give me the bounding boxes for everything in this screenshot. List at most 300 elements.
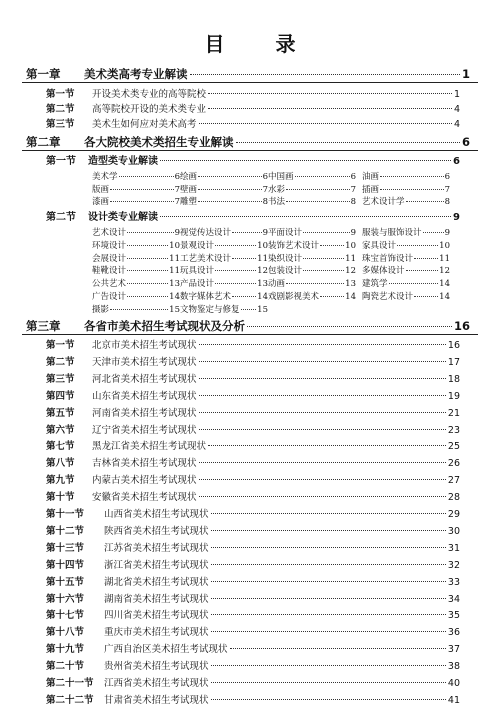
page-number: 16 bbox=[447, 340, 460, 351]
page-number: 4 bbox=[453, 119, 460, 130]
page-number: 6 bbox=[262, 172, 268, 182]
page-number: 23 bbox=[447, 424, 460, 436]
leader-dots bbox=[190, 73, 460, 75]
section-number: 第十六节 bbox=[46, 593, 85, 605]
leader-dots bbox=[236, 141, 460, 143]
leader-dots bbox=[208, 92, 452, 94]
leader-dots bbox=[215, 270, 256, 271]
page-number: 30 bbox=[447, 525, 460, 537]
toc-entry[interactable] bbox=[46, 591, 460, 605]
page-number: 7 bbox=[444, 184, 450, 195]
leader-dots bbox=[211, 580, 446, 582]
leader-dots bbox=[160, 215, 451, 217]
subject-name: 动画 bbox=[268, 279, 286, 290]
section-title: 开设美术类专业的高等院校 bbox=[92, 89, 207, 100]
section-number: 第九节 bbox=[46, 475, 75, 487]
toc-entry[interactable] bbox=[46, 574, 460, 588]
toc-entry[interactable] bbox=[46, 337, 460, 351]
leader-dots bbox=[199, 478, 446, 480]
chapter-1-entry[interactable] bbox=[26, 66, 470, 82]
subject-entry[interactable] bbox=[92, 226, 180, 238]
subject-entry[interactable] bbox=[362, 239, 450, 251]
leader-dots bbox=[199, 394, 446, 396]
leader-dots bbox=[199, 360, 446, 362]
leader-dots bbox=[211, 613, 446, 615]
subject-name: 艺术设计 bbox=[92, 228, 127, 238]
page-number: 18 bbox=[447, 373, 460, 385]
subject-entry[interactable] bbox=[180, 303, 268, 315]
leader-dots bbox=[160, 159, 451, 161]
chapter-number: 第二章 bbox=[26, 135, 61, 149]
section-title: 内蒙古美术招生考试现状 bbox=[92, 475, 197, 487]
page-number: 11 bbox=[169, 266, 180, 277]
chapter-title: 各省市美术招生考试现状及分析 bbox=[84, 319, 245, 333]
leader-dots bbox=[215, 245, 256, 246]
subject-entry[interactable] bbox=[180, 183, 268, 195]
subject-entry[interactable] bbox=[268, 170, 356, 182]
page-number: 10 bbox=[345, 240, 356, 251]
leader-dots bbox=[320, 296, 344, 297]
section-title: 天津市美术招生考试现状 bbox=[92, 356, 197, 368]
page-number: 9 bbox=[262, 228, 268, 238]
section-title: 贵州省美术招生考试现状 bbox=[104, 661, 209, 673]
subject-entry[interactable] bbox=[180, 239, 268, 251]
leader-dots bbox=[199, 411, 446, 413]
page-number: 7 bbox=[174, 197, 180, 207]
subject-name: 染织设计 bbox=[268, 253, 303, 264]
section-number: 第十二节 bbox=[46, 525, 85, 537]
leader-dots bbox=[241, 309, 257, 310]
leader-dots bbox=[303, 232, 350, 233]
subject-name: 美术学 bbox=[92, 172, 118, 182]
leader-dots bbox=[110, 309, 168, 310]
subject-name: 服装与服饰设计 bbox=[362, 228, 422, 238]
section-number: 第二节 bbox=[46, 356, 75, 368]
subject-name: 绘画 bbox=[180, 172, 198, 182]
subject-entry[interactable] bbox=[268, 239, 356, 251]
subject-entry[interactable] bbox=[92, 195, 180, 207]
page-number: 25 bbox=[447, 441, 460, 453]
page-number: 14 bbox=[257, 292, 268, 302]
subject-entry[interactable] bbox=[180, 277, 268, 289]
subject-name: 环境设计 bbox=[92, 240, 127, 251]
toc-entry[interactable] bbox=[46, 506, 460, 520]
page-number: 40 bbox=[447, 678, 460, 689]
page-number: 14 bbox=[439, 292, 450, 302]
section-title: 河南省美术招生考试现状 bbox=[92, 407, 197, 419]
page-number: 11 bbox=[257, 253, 268, 264]
toc-entry[interactable] bbox=[46, 101, 460, 115]
page-number: 13 bbox=[169, 279, 180, 290]
chapter-divider bbox=[22, 82, 478, 83]
section-title: 造型类专业解读 bbox=[88, 156, 158, 167]
page-number: 7 bbox=[350, 184, 356, 195]
leader-dots bbox=[211, 529, 446, 531]
leader-dots bbox=[230, 647, 446, 649]
leader-dots bbox=[198, 176, 262, 177]
toc-entry[interactable] bbox=[46, 675, 460, 689]
toc-group-entry[interactable] bbox=[46, 208, 460, 223]
toc-entry[interactable] bbox=[46, 116, 460, 130]
chapter-number: 第三章 bbox=[26, 319, 61, 333]
section-title: 山西省美术招生考试现状 bbox=[104, 509, 209, 520]
section-title: 吉林省美术招生考试现状 bbox=[92, 458, 197, 470]
subject-name: 包装设计 bbox=[268, 266, 303, 277]
page-number: 10 bbox=[169, 240, 180, 251]
leader-dots bbox=[127, 283, 168, 284]
subject-entry[interactable] bbox=[180, 290, 268, 302]
leader-dots bbox=[199, 461, 446, 463]
subject-entry[interactable] bbox=[362, 183, 450, 195]
subject-name: 珠宝首饰设计 bbox=[362, 253, 414, 264]
page-number: 38 bbox=[447, 661, 460, 673]
page-number: 14 bbox=[169, 292, 180, 302]
page-number: 29 bbox=[447, 509, 460, 520]
leader-dots bbox=[211, 546, 446, 548]
subject-entry[interactable] bbox=[268, 252, 356, 264]
page-number: 34 bbox=[447, 593, 460, 605]
subject-entry[interactable] bbox=[92, 239, 180, 251]
section-title: 江西省美术招生考试现状 bbox=[104, 678, 209, 689]
subject-entry[interactable] bbox=[180, 195, 268, 207]
page-title: 目 录 bbox=[204, 32, 318, 56]
page-number: 28 bbox=[447, 492, 460, 504]
subject-entry[interactable] bbox=[180, 170, 268, 182]
leader-dots bbox=[211, 698, 446, 700]
chapter-divider bbox=[22, 150, 478, 151]
leader-dots bbox=[414, 296, 438, 297]
page-number: 36 bbox=[447, 627, 460, 639]
page-number: 6 bbox=[453, 156, 460, 167]
leader-dots bbox=[199, 343, 446, 345]
subject-name: 会展设计 bbox=[92, 253, 127, 264]
subject-name: 数字媒体艺术 bbox=[180, 292, 232, 302]
section-number: 第十节 bbox=[46, 492, 75, 504]
leader-dots bbox=[127, 232, 174, 233]
page-number: 11 bbox=[439, 253, 450, 264]
leader-dots bbox=[211, 630, 446, 632]
subject-name: 艺术设计学 bbox=[362, 197, 405, 207]
leader-dots bbox=[199, 428, 446, 430]
leader-dots bbox=[211, 563, 446, 565]
leader-dots bbox=[211, 512, 446, 514]
subject-entry[interactable] bbox=[268, 183, 356, 195]
toc-entry[interactable] bbox=[46, 624, 460, 638]
toc-group-entry[interactable] bbox=[46, 152, 460, 167]
subject-name: 广告设计 bbox=[92, 292, 127, 302]
page-number: 33 bbox=[447, 576, 460, 588]
subject-entry[interactable] bbox=[362, 290, 450, 302]
section-number: 第七节 bbox=[46, 441, 75, 453]
subject-entry[interactable] bbox=[268, 264, 356, 276]
leader-dots bbox=[215, 283, 256, 284]
subject-name: 鞋靴设计 bbox=[92, 266, 127, 277]
toc-entry[interactable] bbox=[46, 388, 460, 402]
subject-name: 多媒体设计 bbox=[362, 266, 405, 277]
page-number: 13 bbox=[257, 279, 268, 290]
leader-dots bbox=[406, 201, 444, 202]
page-number: 8 bbox=[262, 197, 268, 207]
subject-entry[interactable] bbox=[92, 303, 180, 315]
subject-entry[interactable] bbox=[268, 277, 356, 289]
leader-dots bbox=[295, 176, 350, 177]
section-number: 第二十二节 bbox=[46, 694, 94, 706]
section-title: 设计类专业解读 bbox=[88, 212, 158, 223]
leader-dots bbox=[247, 325, 452, 327]
page-number: 19 bbox=[447, 390, 460, 402]
subject-name: 公共艺术 bbox=[92, 279, 127, 290]
leader-dots bbox=[232, 258, 256, 259]
toc-entry[interactable] bbox=[46, 540, 460, 554]
subject-name: 书法 bbox=[268, 197, 286, 207]
leader-dots bbox=[211, 681, 446, 683]
section-title: 黑龙江省美术招生考试现状 bbox=[92, 441, 207, 453]
subject-name: 摄影 bbox=[92, 304, 110, 315]
section-title: 美术生如何应对美术高考 bbox=[92, 119, 197, 130]
section-title: 甘肃省美术招生考试现状 bbox=[104, 694, 209, 706]
page-number: 13 bbox=[345, 279, 356, 290]
subject-name: 陶瓷艺术设计 bbox=[362, 292, 414, 302]
page-number: 10 bbox=[439, 240, 450, 251]
leader-dots bbox=[232, 296, 256, 297]
section-title: 陕西省美术招生考试现状 bbox=[104, 525, 209, 537]
leader-dots bbox=[127, 270, 168, 271]
toc-entry[interactable] bbox=[46, 422, 460, 436]
section-number: 第十九节 bbox=[46, 644, 85, 656]
chapter-2-entry[interactable] bbox=[26, 134, 470, 150]
leader-dots bbox=[211, 597, 446, 599]
toc-entry[interactable] bbox=[46, 86, 460, 100]
section-title: 四川省美术招生考试现状 bbox=[104, 610, 209, 622]
subject-name: 家具设计 bbox=[362, 240, 397, 251]
chapter-number: 第一章 bbox=[26, 67, 61, 81]
section-number: 第三节 bbox=[46, 373, 75, 385]
page-number: 7 bbox=[262, 184, 268, 195]
subject-name: 水彩 bbox=[268, 184, 286, 195]
leader-dots bbox=[110, 189, 174, 190]
page-number: 15 bbox=[169, 304, 180, 315]
subject-entry[interactable] bbox=[362, 277, 450, 289]
page-number: 11 bbox=[345, 253, 356, 264]
toc-entry[interactable] bbox=[46, 489, 460, 503]
section-title: 广西自治区美术招生考试现状 bbox=[104, 644, 228, 656]
subject-entry[interactable] bbox=[92, 170, 180, 182]
toc-entry[interactable] bbox=[46, 472, 460, 486]
page-number: 32 bbox=[447, 559, 460, 571]
subject-name: 建筑学 bbox=[362, 279, 388, 290]
subject-entry[interactable] bbox=[362, 226, 450, 238]
page-number: 12 bbox=[257, 266, 268, 277]
page-number: 9 bbox=[444, 228, 450, 238]
page-number: 35 bbox=[447, 610, 460, 622]
leader-dots bbox=[127, 245, 168, 246]
leader-dots bbox=[380, 189, 444, 190]
leader-dots bbox=[198, 201, 262, 202]
page-number: 6 bbox=[174, 172, 180, 182]
page-number: 14 bbox=[345, 292, 356, 302]
subject-name: 工艺美术设计 bbox=[180, 253, 232, 264]
subject-name: 戏剧影视美术 bbox=[268, 292, 320, 302]
toc-entry[interactable] bbox=[46, 438, 460, 452]
section-number: 第十一节 bbox=[46, 509, 85, 520]
page-number: 6 bbox=[444, 172, 450, 182]
chapter-3-entry[interactable] bbox=[26, 318, 470, 334]
section-number: 第八节 bbox=[46, 458, 75, 470]
section-title: 辽宁省美术招生考试现状 bbox=[92, 424, 197, 436]
toc-entry[interactable] bbox=[46, 692, 460, 706]
page-number: 16 bbox=[453, 319, 470, 333]
subject-entry[interactable] bbox=[362, 195, 450, 207]
subject-entry[interactable] bbox=[268, 226, 356, 238]
section-number: 第一节 bbox=[46, 340, 75, 351]
page-number: 6 bbox=[461, 135, 470, 149]
leader-dots bbox=[286, 201, 350, 202]
subject-name: 文物鉴定与修复 bbox=[180, 304, 240, 315]
leader-dots bbox=[397, 245, 438, 246]
subject-entry[interactable] bbox=[92, 264, 180, 276]
page-number: 31 bbox=[447, 542, 460, 554]
subject-name: 视觉传达设计 bbox=[180, 228, 232, 238]
toc-entry[interactable] bbox=[46, 354, 460, 368]
subject-name: 装饰艺术设计 bbox=[268, 240, 320, 251]
page-number: 11 bbox=[169, 253, 180, 264]
page-number: 6 bbox=[350, 172, 356, 182]
leader-dots bbox=[199, 122, 452, 124]
section-title: 北京市美术招生考试现状 bbox=[92, 340, 197, 351]
subject-name: 中国画 bbox=[268, 172, 294, 182]
toc-entry[interactable] bbox=[46, 523, 460, 537]
page-number: 8 bbox=[444, 197, 450, 207]
section-number: 第二十节 bbox=[46, 661, 85, 673]
subject-entry[interactable] bbox=[92, 277, 180, 289]
subject-entry[interactable] bbox=[268, 195, 356, 207]
subject-name: 平面设计 bbox=[268, 228, 303, 238]
section-title: 重庆市美术招生考试现状 bbox=[104, 627, 209, 639]
section-number: 第十七节 bbox=[46, 610, 85, 622]
subject-name: 漆画 bbox=[92, 197, 110, 207]
section-title: 江苏省美术招生考试现状 bbox=[104, 542, 209, 554]
toc-entry[interactable] bbox=[46, 371, 460, 385]
section-number: 第十五节 bbox=[46, 576, 85, 588]
subject-entry[interactable] bbox=[180, 264, 268, 276]
subject-entry[interactable] bbox=[362, 252, 450, 264]
page-number: 9 bbox=[174, 228, 180, 238]
subject-name: 产品设计 bbox=[180, 279, 215, 290]
page-number: 1 bbox=[461, 67, 470, 81]
section-title: 湖南省美术招生考试现状 bbox=[104, 593, 209, 605]
toc-entry[interactable] bbox=[46, 658, 460, 672]
leader-dots bbox=[320, 245, 344, 246]
leader-dots bbox=[119, 176, 174, 177]
section-number: 第四节 bbox=[46, 390, 75, 402]
page-number: 17 bbox=[447, 356, 460, 368]
page-number: 4 bbox=[453, 104, 460, 115]
section-number: 第五节 bbox=[46, 407, 75, 419]
page-number: 10 bbox=[257, 240, 268, 251]
leader-dots bbox=[286, 283, 344, 284]
leader-dots bbox=[286, 189, 350, 190]
section-number: 第三节 bbox=[46, 119, 75, 130]
chapter-divider bbox=[22, 334, 478, 335]
section-number: 第一节 bbox=[46, 156, 76, 167]
subject-entry[interactable] bbox=[180, 252, 268, 264]
toc-entry[interactable] bbox=[46, 455, 460, 469]
toc-entry[interactable] bbox=[46, 641, 460, 655]
leader-dots bbox=[406, 270, 439, 271]
page-number: 12 bbox=[439, 266, 450, 277]
leader-dots bbox=[198, 189, 262, 190]
leader-dots bbox=[199, 495, 446, 497]
leader-dots bbox=[414, 258, 438, 259]
toc-entry[interactable] bbox=[46, 607, 460, 621]
section-number: 第二节 bbox=[46, 212, 76, 223]
page-number: 41 bbox=[447, 694, 460, 706]
chapter-title: 美术类高考专业解读 bbox=[84, 67, 188, 81]
section-title: 浙江省美术招生考试现状 bbox=[104, 559, 209, 571]
toc-entry[interactable] bbox=[46, 557, 460, 571]
leader-dots bbox=[110, 201, 174, 202]
subject-entry[interactable] bbox=[92, 183, 180, 195]
section-number: 第十八节 bbox=[46, 627, 85, 639]
leader-dots bbox=[127, 296, 168, 297]
leader-dots bbox=[127, 258, 168, 259]
page-number: 12 bbox=[345, 266, 356, 277]
leader-dots bbox=[303, 270, 344, 271]
toc-entry[interactable] bbox=[46, 405, 460, 419]
section-title: 安徽省美术招生考试现状 bbox=[92, 492, 197, 504]
section-title: 高等院校开设的美术类专业 bbox=[92, 104, 207, 115]
page-number: 21 bbox=[447, 407, 460, 419]
leader-dots bbox=[199, 377, 446, 379]
page-number: 15 bbox=[257, 304, 268, 315]
subject-entry[interactable] bbox=[92, 252, 180, 264]
section-title: 河北省美术招生考试现状 bbox=[92, 373, 197, 385]
section-number: 第一节 bbox=[46, 89, 75, 100]
subject-name: 景观设计 bbox=[180, 240, 215, 251]
section-title: 湖北省美术招生考试现状 bbox=[104, 576, 209, 588]
page-number: 14 bbox=[439, 279, 450, 290]
section-number: 第二节 bbox=[46, 104, 75, 115]
subject-name: 雕塑 bbox=[180, 197, 198, 207]
subject-entry[interactable] bbox=[180, 226, 268, 238]
subject-name: 插画 bbox=[362, 184, 380, 195]
section-number: 第二十一节 bbox=[46, 678, 94, 689]
leader-dots bbox=[380, 176, 444, 177]
subject-entry[interactable] bbox=[362, 170, 450, 182]
subject-name: 油画 bbox=[362, 172, 380, 182]
leader-dots bbox=[389, 283, 439, 284]
page-number: 1 bbox=[453, 89, 460, 100]
section-number: 第十三节 bbox=[46, 542, 85, 554]
section-number: 第六节 bbox=[46, 424, 75, 436]
page-number: 9 bbox=[453, 212, 460, 223]
leader-dots bbox=[208, 444, 446, 446]
subject-entry[interactable] bbox=[362, 264, 450, 276]
section-title: 山东省美术招生考试现状 bbox=[92, 390, 197, 402]
page-number: 8 bbox=[350, 197, 356, 207]
page-number: 37 bbox=[447, 644, 460, 656]
chapter-title: 各大院校美术类招生专业解读 bbox=[84, 135, 234, 149]
subject-entry[interactable] bbox=[92, 290, 180, 302]
subject-entry[interactable] bbox=[268, 290, 356, 302]
page-number: 26 bbox=[447, 458, 460, 470]
subject-name: 壁画 bbox=[180, 184, 198, 195]
leader-dots bbox=[211, 664, 446, 666]
leader-dots bbox=[303, 258, 344, 259]
subject-name: 版画 bbox=[92, 184, 110, 195]
leader-dots bbox=[232, 232, 262, 233]
page-number: 9 bbox=[350, 228, 356, 238]
